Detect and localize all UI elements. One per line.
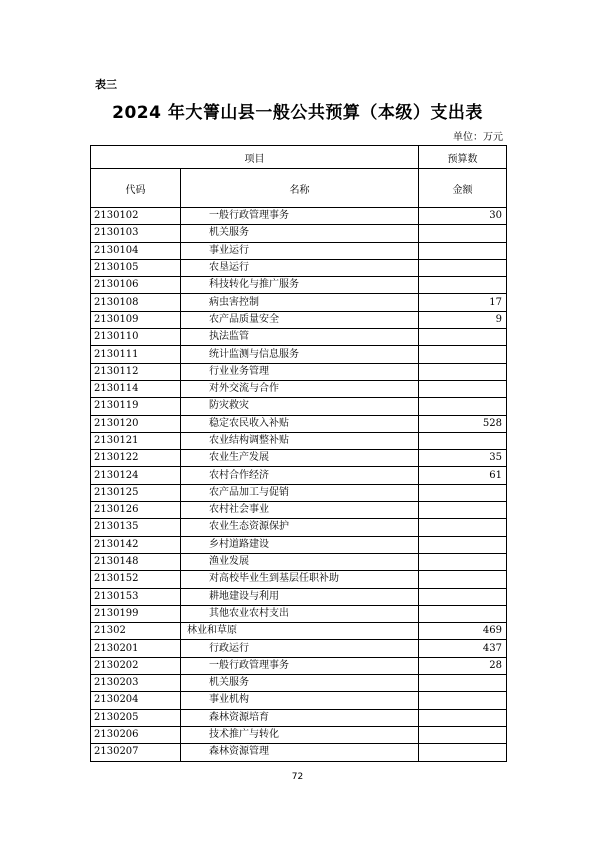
row-name: 一般行政管理事务 [181, 208, 419, 225]
row-name: 森林资源培育 [181, 709, 419, 726]
row-amount [419, 605, 507, 622]
row-code: 2130206 [91, 726, 181, 743]
row-name: 乡村道路建设 [181, 536, 419, 553]
row-code: 2130111 [91, 346, 181, 363]
row-code: 21302 [91, 623, 181, 640]
row-code: 2130202 [91, 657, 181, 674]
row-amount: 528 [419, 415, 507, 432]
row-name: 技术推广与转化 [181, 726, 419, 743]
row-code: 2130106 [91, 277, 181, 294]
table-row [91, 588, 507, 605]
page-title: 2024 年大箐山县一般公共预算（本级）支出表 [112, 103, 483, 123]
table-row [91, 311, 507, 328]
table-row [91, 605, 507, 622]
row-amount [419, 277, 507, 294]
row-code: 2130199 [91, 605, 181, 622]
table-label: 表三 [95, 78, 117, 91]
budget-table [90, 145, 507, 762]
row-code: 2130152 [91, 571, 181, 588]
row-amount [419, 744, 507, 761]
row-code: 2130126 [91, 502, 181, 519]
row-amount [419, 329, 507, 346]
row-amount [419, 536, 507, 553]
table-row [91, 553, 507, 570]
row-name: 稳定农民收入补贴 [181, 415, 419, 432]
row-code: 2130120 [91, 415, 181, 432]
header-row-2 [91, 169, 507, 208]
table-row [91, 623, 507, 640]
table-row [91, 450, 507, 467]
table-body [91, 208, 507, 762]
table-row [91, 640, 507, 657]
table-row [91, 294, 507, 311]
row-amount: 437 [419, 640, 507, 657]
table-row [91, 415, 507, 432]
table-row [91, 363, 507, 380]
row-amount [419, 675, 507, 692]
table-row [91, 502, 507, 519]
row-amount [419, 519, 507, 536]
row-amount [419, 380, 507, 397]
row-amount [419, 502, 507, 519]
header-project: 项目 [91, 146, 419, 169]
row-name: 农村合作经济 [181, 467, 419, 484]
table-row [91, 277, 507, 294]
page-number: 72 [291, 772, 304, 782]
row-name: 耕地建设与利用 [181, 588, 419, 605]
row-name: 行政运行 [181, 640, 419, 657]
row-code: 2130124 [91, 467, 181, 484]
row-code: 2130112 [91, 363, 181, 380]
table-row [91, 675, 507, 692]
table-row [91, 346, 507, 363]
row-amount [419, 709, 507, 726]
row-name: 一般行政管理事务 [181, 657, 419, 674]
unit-label: 单位：万元 [453, 132, 503, 143]
row-code: 2130110 [91, 329, 181, 346]
header-row-1 [91, 146, 507, 169]
table-row [91, 484, 507, 501]
row-amount: 61 [419, 467, 507, 484]
row-code: 2130109 [91, 311, 181, 328]
row-name: 农产品加工与促销 [181, 484, 419, 501]
row-amount: 35 [419, 450, 507, 467]
row-amount [419, 553, 507, 570]
header-amount: 金额 [419, 169, 507, 208]
row-name: 机关服务 [181, 675, 419, 692]
row-name: 统计监测与信息服务 [181, 346, 419, 363]
row-code: 2130204 [91, 692, 181, 709]
row-code: 2130135 [91, 519, 181, 536]
row-code: 2130119 [91, 398, 181, 415]
row-amount: 17 [419, 294, 507, 311]
table-row [91, 657, 507, 674]
table-row [91, 519, 507, 536]
row-code: 2130121 [91, 432, 181, 449]
row-code: 2130102 [91, 208, 181, 225]
row-name: 农业生产发展 [181, 450, 419, 467]
header-name: 名称 [181, 169, 419, 208]
row-amount [419, 398, 507, 415]
header-code: 代码 [91, 169, 181, 208]
row-amount [419, 432, 507, 449]
table-row [91, 380, 507, 397]
row-code: 2130122 [91, 450, 181, 467]
row-amount [419, 571, 507, 588]
table-row [91, 259, 507, 276]
row-code: 2130207 [91, 744, 181, 761]
row-amount: 30 [419, 208, 507, 225]
table-row [91, 571, 507, 588]
row-amount [419, 259, 507, 276]
row-code: 2130114 [91, 380, 181, 397]
row-name: 防灾救灾 [181, 398, 419, 415]
table-row [91, 242, 507, 259]
table-row [91, 208, 507, 225]
row-amount [419, 363, 507, 380]
row-amount [419, 242, 507, 259]
row-name: 对外交流与合作 [181, 380, 419, 397]
row-code: 2130148 [91, 553, 181, 570]
row-name: 农产品质量安全 [181, 311, 419, 328]
row-amount [419, 225, 507, 242]
row-name: 病虫害控制 [181, 294, 419, 311]
row-name: 行业业务管理 [181, 363, 419, 380]
table-row [91, 536, 507, 553]
table-row [91, 692, 507, 709]
row-name: 其他农业农村支出 [181, 605, 419, 622]
row-name: 渔业发展 [181, 553, 419, 570]
table-row [91, 398, 507, 415]
table-row [91, 744, 507, 761]
row-name: 事业机构 [181, 692, 419, 709]
row-code: 2130153 [91, 588, 181, 605]
row-name: 林业和草原 [181, 623, 419, 640]
row-name: 农村社会事业 [181, 502, 419, 519]
row-code: 2130142 [91, 536, 181, 553]
row-amount [419, 726, 507, 743]
row-amount: 9 [419, 311, 507, 328]
row-amount: 469 [419, 623, 507, 640]
table-row [91, 467, 507, 484]
row-code: 2130104 [91, 242, 181, 259]
row-amount [419, 588, 507, 605]
row-amount [419, 692, 507, 709]
table-row [91, 329, 507, 346]
row-code: 2130201 [91, 640, 181, 657]
row-name: 事业运行 [181, 242, 419, 259]
row-code: 2130108 [91, 294, 181, 311]
row-code: 2130125 [91, 484, 181, 501]
row-code: 2130203 [91, 675, 181, 692]
table-row [91, 726, 507, 743]
row-code: 2130105 [91, 259, 181, 276]
row-name: 机关服务 [181, 225, 419, 242]
row-name: 农垦运行 [181, 259, 419, 276]
table-row [91, 225, 507, 242]
header-budget: 预算数 [419, 146, 507, 169]
row-name: 森林资源管理 [181, 744, 419, 761]
row-amount [419, 346, 507, 363]
row-amount [419, 484, 507, 501]
table-row [91, 432, 507, 449]
row-name: 对高校毕业生到基层任职补助 [181, 571, 419, 588]
row-name: 科技转化与推广服务 [181, 277, 419, 294]
row-name: 农业生态资源保护 [181, 519, 419, 536]
row-code: 2130103 [91, 225, 181, 242]
row-name: 农业结构调整补贴 [181, 432, 419, 449]
row-amount: 28 [419, 657, 507, 674]
row-code: 2130205 [91, 709, 181, 726]
table-row [91, 709, 507, 726]
row-name: 执法监管 [181, 329, 419, 346]
